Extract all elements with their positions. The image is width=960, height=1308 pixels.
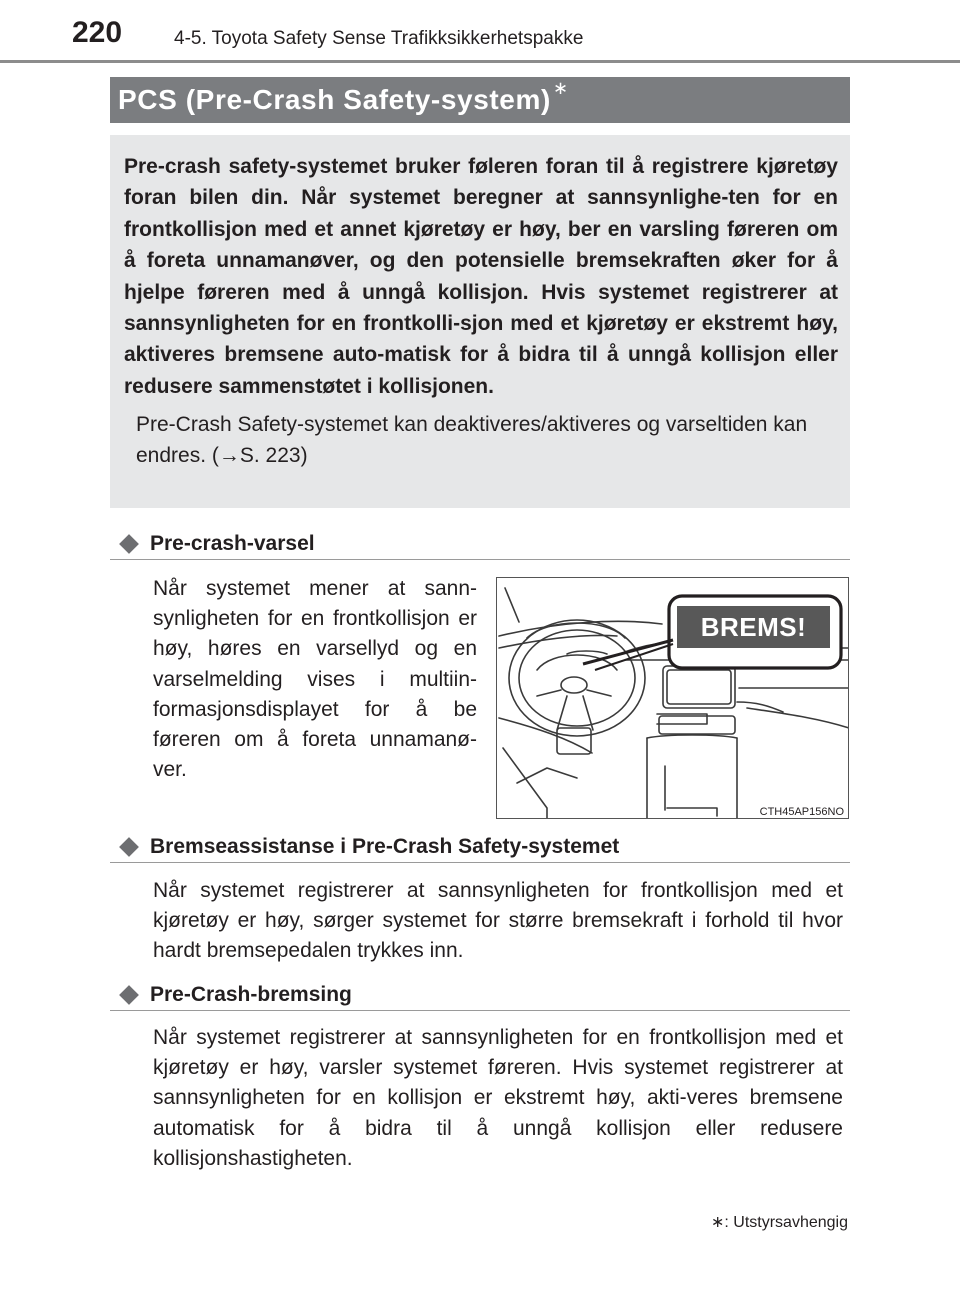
subsection-heading-precrash-braking xyxy=(110,980,850,1011)
footnote: ∗: Utstyrsavhengig xyxy=(710,1214,848,1231)
equipment-mark: ∗ xyxy=(552,77,568,98)
display-warning-message: BREMS! xyxy=(677,606,830,648)
header-rule xyxy=(0,60,960,63)
diamond-bullet-icon xyxy=(119,534,139,554)
subsection-heading-precrash-warning xyxy=(110,529,850,560)
subsection-heading-brake-assist xyxy=(110,832,850,863)
section-title: PCS (Pre-Crash Safety-system) xyxy=(118,84,551,115)
intro-box xyxy=(110,135,850,508)
subsection-heading-text: Pre-Crash-bremsing xyxy=(150,983,352,1006)
diamond-bullet-icon xyxy=(119,985,139,1005)
diamond-bullet-icon xyxy=(119,837,139,857)
figure-code: CTH45AP156NO xyxy=(759,806,844,818)
precrash-warning-text: Når systemet mener at sann-synligheten for en frontkollisjon er høy, høres en varsellyd og en varselmelding vises i multiin-formasjonsdisplayet for å be føreren om å foreta unnamanø-ver. xyxy=(153,577,477,782)
subsection-heading-text: Pre-crash-varsel xyxy=(150,532,315,555)
subsection-heading-text: Bremseassistanse i Pre-Crash Safety-systemet xyxy=(150,835,620,858)
page-number: 220 xyxy=(72,16,123,49)
intro-note: Pre-Crash Safety-systemet kan deaktiveres/aktiveres og varseltiden kan endres. (→S. 223) xyxy=(136,413,808,468)
running-header: 4-5. Toyota Safety Sense Trafikksikkerhetspakke xyxy=(174,28,584,49)
section-banner xyxy=(110,77,850,123)
precrash-braking-text: Når systemet registrerer at sannsynligheten for en frontkollisjon med et kjøretøy er høy, varsler systemet føreren. Hvis systemet registrerer at sannsynligheten for en kollisjon er ekstremt høy, akti-veres bremsene automatisk for å bidra til å unngå kollisjon eller redusere kollisjonshastigheten. xyxy=(153,1026,843,1170)
dashboard-illustration xyxy=(496,577,849,819)
intro-text: Pre-crash safety-systemet bruker føleren foran til å registrere kjøretøy foran bilen din. Når systemet beregner at sannsynlighe-ten for en frontkollisjon med et annet kjøretøy er høy, ber en varsling føreren om å foreta unnamanøver, og den potensielle bremsekraften øker for å hjelpe føreren med å unngå kollisjon. Hvis systemet registrerer at sannsynligheten for en frontkolli-sjon med et kjøretøy er ekstremt høy, aktiveres bremsene auto-matisk for å bidra til å unngå kollisjon eller redusere sammenstøtet i kollisjonen. xyxy=(124,155,838,398)
brake-assist-text: Når systemet registrerer at sannsynligheten for frontkollisjon med et kjøretøy er høy, sørger systemet for større bremsekraft i forhold til hvor hardt bremsepedalen trykkes inn. xyxy=(153,879,843,963)
